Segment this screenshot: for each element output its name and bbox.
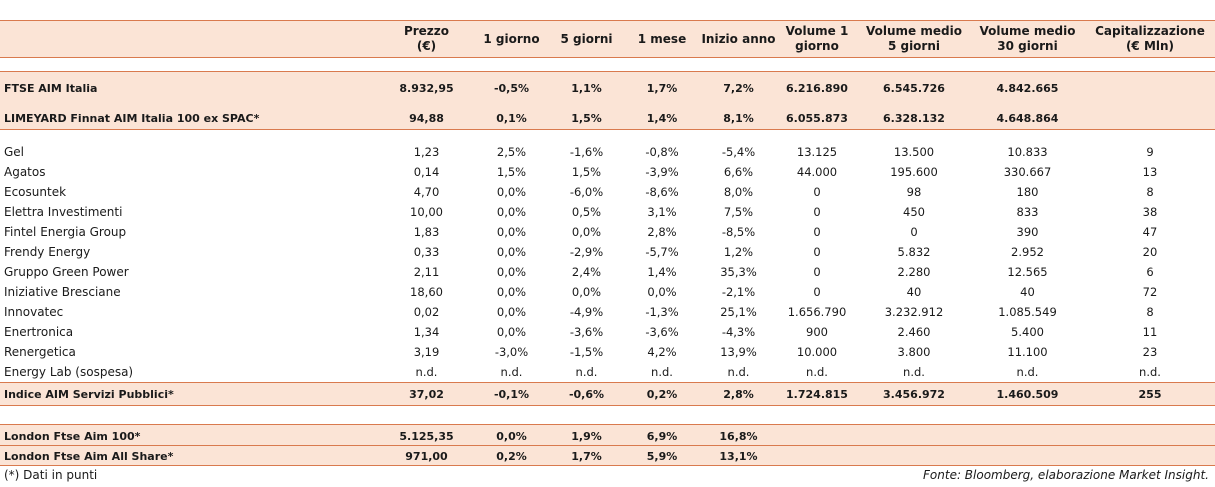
row-value (970, 446, 1085, 466)
row-value: 23 (1142, 345, 1158, 359)
row-value: 3.232.912 (884, 305, 944, 319)
row-value: 6.328.132 (883, 111, 945, 125)
row-value: 0,0% (496, 185, 527, 199)
row-value: n.d. (727, 365, 750, 379)
row-value: -8,5% (721, 225, 756, 239)
row-value: -0,8% (645, 145, 679, 159)
header-cell-market-cap: Capitalizzazione (€ Mln) (1095, 24, 1205, 53)
row-value: n.d. (1016, 365, 1039, 379)
row-value: 1,4% (647, 265, 677, 279)
row-value: 40 (906, 285, 922, 299)
row-value: 10.000 (796, 345, 838, 359)
row-value: 2,11 (413, 265, 440, 279)
row-value: 3.456.972 (883, 387, 945, 401)
row-value: 1.460.509 (996, 387, 1059, 401)
header-cell-price: Prezzo (€) (403, 24, 450, 53)
row-value: 833 (1016, 205, 1039, 219)
row-value: 0,2% (496, 449, 527, 463)
row-label: Agatos (4, 165, 46, 179)
row-value: 2.952 (1011, 245, 1044, 259)
row-value: -1,5% (569, 345, 604, 359)
index-row (0, 76, 1215, 100)
row-value: 0,2% (646, 387, 678, 401)
row-value: 0 (813, 185, 821, 199)
row-value: 72 (1142, 285, 1158, 299)
source-note: Fonte: Bloomberg, elaborazione Market Insight. (923, 468, 1209, 482)
row-value: 0,0% (496, 265, 527, 279)
row-value: 20 (1142, 245, 1158, 259)
row-value: 1,5% (496, 165, 527, 179)
row-value: -4,3% (721, 325, 756, 339)
row-value: 1,7% (646, 81, 678, 95)
row-value: 1.085.549 (998, 305, 1057, 319)
row-label: London Ftse Aim All Share* (4, 449, 174, 463)
row-value: 8,1% (723, 111, 754, 125)
row-value: -4,9% (569, 305, 604, 319)
row-value: 0 (813, 245, 821, 259)
row-value: 0,5% (571, 205, 602, 219)
row-value: 8 (1146, 305, 1154, 319)
row-value: n.d. (1139, 365, 1161, 379)
row-label: Gel (4, 145, 25, 159)
row-value: 0,0% (496, 205, 527, 219)
row-value: 0 (910, 225, 918, 239)
row-value: 4,70 (413, 185, 440, 199)
row-value: -0,6% (568, 387, 605, 401)
row-value: 8.932,95 (399, 81, 454, 95)
row-value: 9 (1146, 145, 1154, 159)
row-value: 0,02 (413, 305, 440, 319)
row-value: 1.724.815 (786, 387, 848, 401)
row-value: 1,83 (413, 225, 440, 239)
row-value: 94,88 (409, 111, 444, 125)
row-value: -0,5% (493, 81, 530, 95)
london-index-group (0, 424, 1215, 466)
index-row (0, 426, 1215, 446)
row-value: 2.280 (897, 265, 931, 279)
row-value: 37,02 (409, 387, 444, 401)
row-value (1085, 446, 1215, 466)
row-value: n.d. (575, 365, 598, 379)
table-row (0, 202, 1215, 222)
row-label: Innovatec (4, 305, 64, 319)
row-value: 38 (1142, 205, 1158, 219)
row-value: 5,9% (646, 449, 678, 463)
row-value: 0 (813, 265, 821, 279)
row-label: Ecosuntek (4, 185, 67, 199)
row-value: 0,0% (496, 225, 527, 239)
row-value: 4.842.665 (996, 81, 1059, 95)
row-value: -3,9% (645, 165, 679, 179)
row-value: -0,1% (493, 387, 530, 401)
row-value: 8 (1146, 185, 1154, 199)
row-value: 2,8% (723, 387, 754, 401)
row-value: 0,0% (496, 429, 527, 443)
row-value (776, 426, 858, 446)
footnote: (*) Dati in punti (4, 468, 98, 482)
row-value: 6 (1146, 265, 1154, 279)
row-value: 5.832 (897, 245, 931, 259)
row-value: 0,0% (571, 285, 602, 299)
table-row (0, 242, 1215, 262)
row-value: n.d. (500, 365, 523, 379)
row-value: 1,4% (646, 111, 678, 125)
header-cell-ytd: Inizio anno (701, 31, 776, 46)
row-value: 6.055.873 (786, 111, 848, 125)
row-value: 12.565 (1007, 265, 1048, 279)
row-value: -2,9% (569, 245, 604, 259)
row-label: Elettra Investimenti (4, 205, 123, 219)
row-label: Frendy Energy (4, 245, 91, 259)
row-value: 1,1% (571, 81, 602, 95)
row-value: 3,1% (647, 205, 677, 219)
row-value: -1,3% (645, 305, 679, 319)
row-value: n.d. (651, 365, 673, 379)
table-row (0, 322, 1215, 342)
row-label: London Ftse Aim 100* (4, 429, 141, 443)
row-value: 44.000 (796, 165, 838, 179)
row-value: 2,4% (571, 265, 602, 279)
row-value: -8,6% (645, 185, 679, 199)
row-value: 390 (1016, 225, 1039, 239)
row-value: 2,5% (496, 145, 527, 159)
row-value: 2,8% (647, 225, 677, 239)
row-value: 6,9% (646, 429, 678, 443)
row-label: Enertronica (4, 325, 74, 339)
header-cell-1day: 1 giorno (483, 31, 540, 46)
row-value: -3,6% (645, 325, 679, 339)
row-value: 1,9% (571, 429, 602, 443)
row-value: 6.545.726 (883, 81, 945, 95)
row-value: 971,00 (405, 449, 448, 463)
row-value: 0,0% (496, 285, 527, 299)
index-row (0, 446, 1215, 466)
row-label: FTSE AIM Italia (4, 81, 98, 95)
row-value: 1,5% (571, 165, 602, 179)
table-row (0, 142, 1215, 162)
row-value: -3,6% (569, 325, 604, 339)
table-row (0, 262, 1215, 282)
row-value: 0 (813, 205, 821, 219)
row-value: 1.656.790 (787, 305, 847, 319)
header-cell-1month: 1 mese (637, 31, 687, 46)
row-value: 450 (903, 205, 925, 219)
row-value (970, 426, 1085, 446)
row-value: 0,0% (496, 245, 527, 259)
row-value: 1,5% (571, 111, 602, 125)
row-value: 3.800 (897, 345, 931, 359)
row-label: Iniziative Bresciane (4, 285, 121, 299)
row-value: 195.600 (890, 165, 938, 179)
row-value: 1,7% (571, 449, 602, 463)
row-value: 6.216.890 (786, 81, 848, 95)
row-value: 98 (906, 185, 922, 199)
row-value: 0 (813, 285, 821, 299)
row-value (1085, 106, 1215, 130)
row-value: 13.500 (893, 145, 935, 159)
row-label: LIMEYARD Finnat AIM Italia 100 ex SPAC* (4, 111, 260, 125)
row-value: 1,34 (413, 325, 440, 339)
row-value: 47 (1142, 225, 1158, 239)
row-value (1085, 76, 1215, 100)
row-value: -1,6% (569, 145, 604, 159)
row-value: 11.100 (1007, 345, 1048, 359)
table-row (0, 222, 1215, 242)
row-value: 0,33 (413, 245, 440, 259)
row-value: 6,6% (723, 165, 754, 179)
row-value: n.d. (903, 365, 925, 379)
row-value: 11 (1142, 325, 1158, 339)
row-value: 25,1% (720, 305, 757, 319)
row-value: 0,14 (413, 165, 440, 179)
row-value: 3,19 (413, 345, 440, 359)
row-value (1085, 426, 1215, 446)
row-value: -5,7% (645, 245, 679, 259)
row-value: 255 (1138, 387, 1162, 401)
table-row (0, 302, 1215, 322)
row-label: Gruppo Green Power (4, 265, 129, 279)
row-label: Renergetica (4, 345, 76, 359)
row-label: Indice AIM Servizi Pubblici* (4, 387, 174, 401)
table-row (0, 162, 1215, 182)
row-value: 8,0% (723, 185, 754, 199)
row-value: n.d. (415, 365, 438, 379)
row-value: 4.648.864 (996, 111, 1059, 125)
row-label: Energy Lab (sospesa) (4, 365, 134, 379)
row-value: 4,2% (647, 345, 677, 359)
row-value: -2,1% (721, 285, 756, 299)
row-value: 1,23 (413, 145, 440, 159)
row-value: 5.125,35 (399, 429, 454, 443)
row-value: 0,0% (647, 285, 677, 299)
row-value: -6,0% (569, 185, 604, 199)
header-cell-volume-5days: Volume medio 5 giorni (866, 24, 962, 53)
row-value: 0,1% (496, 111, 527, 125)
row-value: 40 (1020, 285, 1035, 299)
header-cell-name (0, 21, 380, 57)
table-header (0, 20, 1215, 58)
row-value: 2.460 (897, 325, 931, 339)
index-group-top (0, 71, 1215, 130)
row-value (776, 446, 858, 466)
row-value: 0,0% (571, 225, 602, 239)
row-value: 1,2% (723, 245, 754, 259)
row-label: Fintel Energia Group (4, 225, 127, 239)
row-value: 7,5% (723, 205, 754, 219)
header-cell-5days: 5 giorni (560, 31, 613, 46)
summary-row (0, 382, 1215, 406)
table-row (0, 362, 1215, 382)
row-value: 330.667 (1003, 165, 1052, 179)
row-value: 16,8% (719, 429, 758, 443)
row-value: 0,0% (496, 325, 527, 339)
header-cell-volume-30days: Volume medio 30 giorni (979, 24, 1076, 53)
index-row (0, 106, 1215, 130)
row-value (858, 426, 970, 446)
row-value: 180 (1016, 185, 1039, 199)
row-value: 13,1% (719, 449, 758, 463)
row-value: 5.400 (1011, 325, 1044, 339)
header-cell-volume-1day: Volume 1 giorno (785, 24, 849, 53)
row-value: 10,00 (410, 205, 443, 219)
row-value: 13,9% (720, 345, 757, 359)
table-row (0, 182, 1215, 202)
row-value: 10.833 (1007, 145, 1048, 159)
row-value (858, 446, 970, 466)
row-value: -3,0% (494, 345, 529, 359)
table-row (0, 342, 1215, 362)
row-value: n.d. (806, 365, 828, 379)
row-value: 18,60 (410, 285, 443, 299)
row-value: 13 (1142, 165, 1158, 179)
row-value: 0,0% (496, 305, 527, 319)
row-value: 7,2% (723, 81, 754, 95)
table-row (0, 282, 1215, 302)
row-value: 900 (806, 325, 828, 339)
row-value: 0 (813, 225, 821, 239)
row-value: -5,4% (721, 145, 756, 159)
row-value: 35,3% (720, 265, 757, 279)
row-value: 13.125 (796, 145, 838, 159)
